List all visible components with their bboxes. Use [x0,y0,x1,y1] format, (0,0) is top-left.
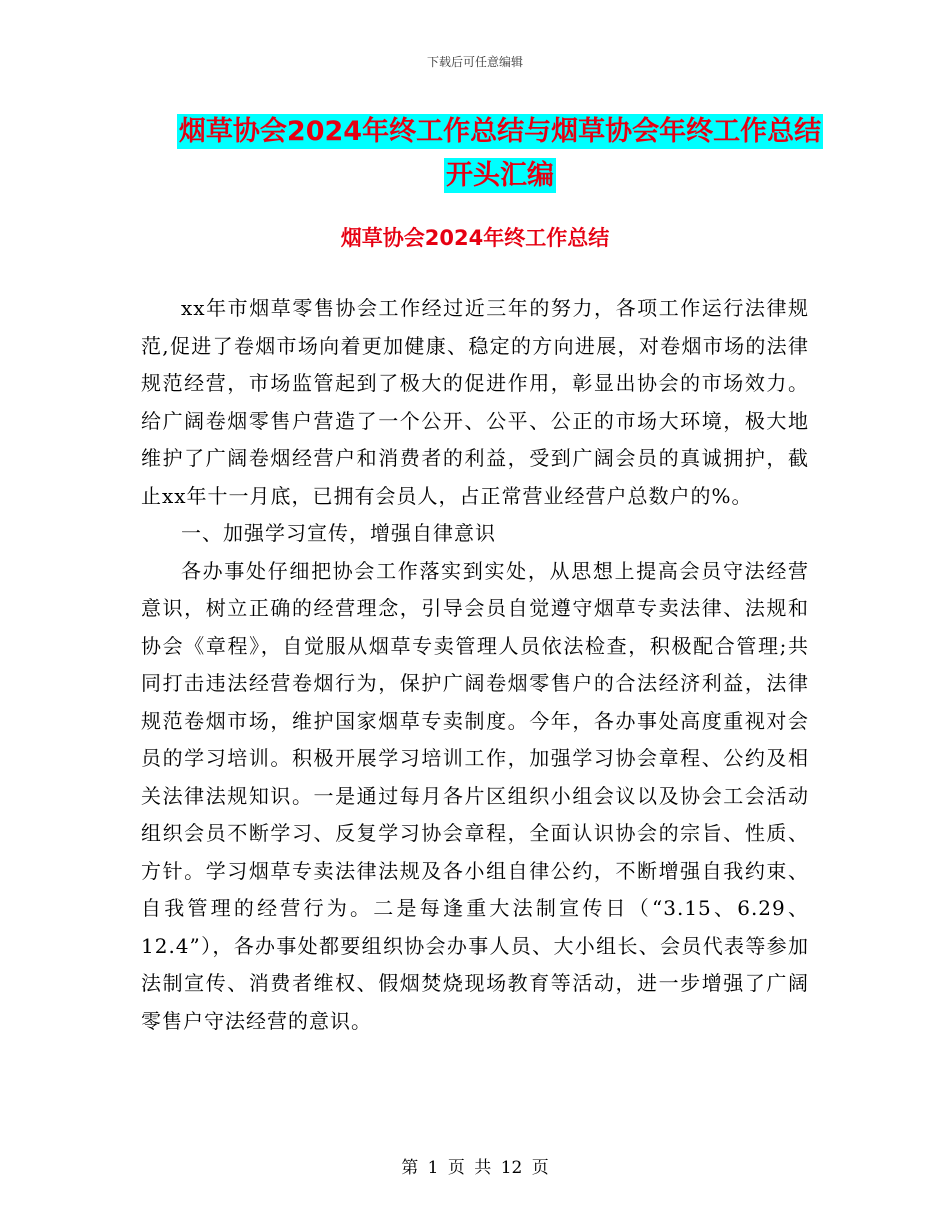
header-note: 下载后可任意编辑 [426,55,523,69]
paragraph-heading-1: 一、加强学习宣传，增强自律意识 [181,521,496,545]
document-title [140,110,860,198]
document-title-line1: 烟草协会2024年终工作总结与烟草协会年终工作总结 [178,116,822,147]
document-body [141,290,809,1040]
section-title: 烟草协会2024年终工作总结 [340,226,610,250]
paragraph-study: 各办事处仔细把协会工作落实到实处，从思想上提高会员守法经营意识，树立正确的经营理念，引导会员自觉遵守烟草专卖法律、法规和协会《章程》，自觉服从烟草专卖管理人员依法检查，积极配合管理;共同打击违法经营卷烟行为，保护广阔卷烟零售户的合法经济利益，法律规范卷烟市场，维护国家烟草专卖制度。今年，各办事处高度重视对会员的学习培训。积极开展学习培训工作，加强学习协会章程、公约及相关法律法规知识。一是通过每月各片区组织小组会议以及协会工会活动组织会员不断学习、反复学习协会章程，全面认识协会的宗旨、性质、方针。学习烟草专卖法律法规及各小组自律公约，不断增强自我约束、自我管理的经营行为。二是每逢重大法制宣传日（“3.15、6.29、12.4”），各办事处都要组织协会办事人员、大小组长、会员代表等参加法制宣传、消费者维权、假烟焚烧现场教育等活动，进一步增强了广阔零售户守法经营的意识。 [141,558,809,1033]
document-title-line2: 开头汇编 [446,160,554,191]
page-footer: 第 1 页 共 12 页 [401,1158,549,1178]
paragraph-intro: xx年市烟草零售协会工作经过近三年的努力，各项工作运行法律规范,促进了卷烟市场向着更加健康、稳定的方向进展，对卷烟市场的法律规范经营，市场监管起到了极大的促进作用，彰显出协会的市场效力。给广阔卷烟零售户营造了一个公开、公平、公正的市场大环境，极大地维护了广阔卷烟经营户和消费者的利益，受到广阔会员的真诚拥护，截止xx年十一月底，已拥有会员人，占正常营业经营户总数户的%。 [141,296,809,508]
